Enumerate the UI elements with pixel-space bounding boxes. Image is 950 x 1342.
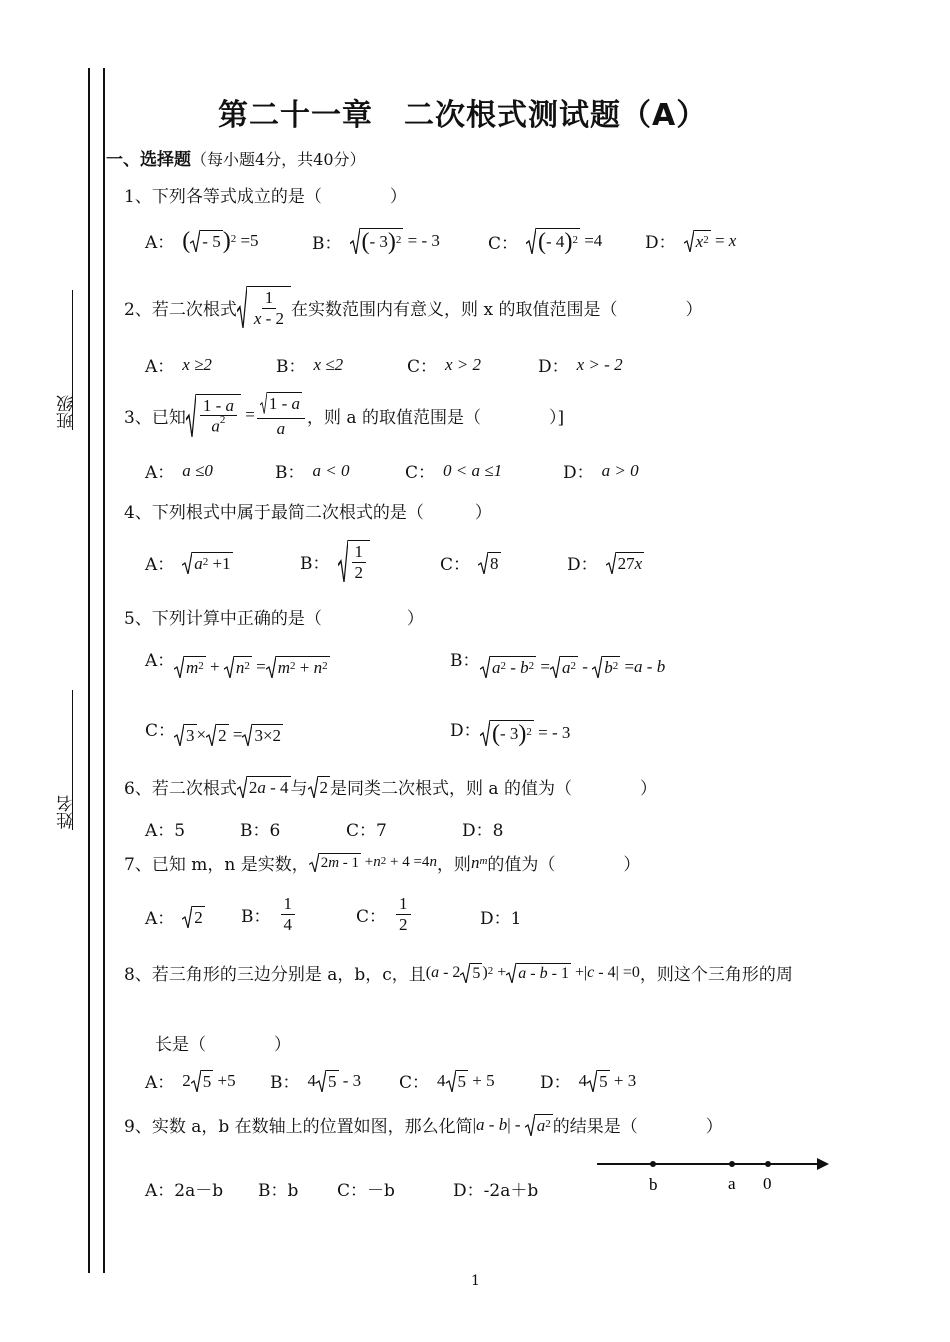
label-b: b bbox=[649, 1175, 658, 1194]
q5-stem: 5、下列计算中正确的是（ ） bbox=[124, 609, 424, 629]
q8-option-d: D： 4 5 + 3 bbox=[540, 1070, 637, 1093]
q2-option-c: C： x > 2 bbox=[407, 354, 482, 377]
page-number: 1 bbox=[471, 1273, 480, 1289]
q7-option-a: A： 2 bbox=[145, 907, 203, 929]
q1-d-math: x 2 = x bbox=[684, 230, 737, 252]
q1-option-b: B： ( - 3 ) 2 = - 3 bbox=[312, 229, 440, 255]
q3-stem: 3、已知 $\frac{1 - a}{a^2}$ = 1 - a a ，则 a 的取值范围是（ ）] bbox=[124, 394, 565, 439]
name-label: 姓名 bbox=[57, 795, 77, 829]
q1-b-math: ( - 3 ) 2 = - 3 bbox=[350, 228, 440, 254]
q9-option-c: C：－b bbox=[337, 1181, 395, 1201]
q1-a-math: ( - 5 ) 2 =5 bbox=[182, 227, 259, 254]
label-a: a bbox=[728, 1174, 736, 1193]
section-heading bbox=[106, 145, 366, 170]
q6-option-b: B：6 bbox=[240, 821, 281, 841]
q4-option-c: C： 8 bbox=[440, 553, 499, 575]
class-label: 班级 bbox=[57, 395, 77, 429]
q6-option-c: C：7 bbox=[346, 821, 387, 841]
q5-option-a-label: A： bbox=[145, 651, 175, 671]
q7-option-b: B： $\frac{1}{4}$ bbox=[241, 894, 297, 934]
q6-option-d: D：8 bbox=[462, 821, 504, 841]
q1-option-c: C： ( - 4 ) 2 =4 bbox=[488, 229, 603, 255]
q9-option-b: B：b bbox=[258, 1181, 299, 1201]
q1-option-a: A： ( - 5 ) 2 =5 bbox=[145, 227, 259, 254]
q9-option-a: A：2a－b bbox=[145, 1181, 224, 1201]
q7-option-d: D：1 bbox=[480, 909, 522, 929]
q2-option-a: A： x ≥2 bbox=[145, 354, 212, 377]
q1-c-math: ( - 4 ) 2 =4 bbox=[526, 228, 602, 254]
q5-option-b-label: B： bbox=[450, 651, 480, 671]
q5-option-b: a 2 - b 2 = a 2 - b 2 = a - b bbox=[480, 656, 665, 678]
q7-stem: 7、已知 m，n 是实数， 2 m - 1 + n 2 + 4 =4 n ，则 n m 的值为（ ） bbox=[124, 852, 641, 875]
q5-option-d-label: D： bbox=[450, 721, 481, 741]
q6-stem: 6、若二次根式 2 a - 4 与 2 是同类二次根式，则 a 的值为（ ） bbox=[124, 777, 657, 799]
margin-line-outer bbox=[88, 68, 90, 1273]
q1-stem: 1、下列各等式成立的是（ ） bbox=[124, 187, 407, 207]
point-zero bbox=[765, 1161, 771, 1167]
q2-stem-math: $\frac{1}{x - 2}$ bbox=[237, 286, 291, 328]
q9-option-d: D：-2a＋b bbox=[453, 1181, 539, 1201]
q9-stem: 9、实数 a，b 在数轴上的位置如图，那么化简 | a - b | - a 2 的结果是（ ） bbox=[124, 1114, 723, 1137]
name-blank bbox=[72, 690, 73, 830]
q6-option-a: A：5 bbox=[145, 821, 186, 841]
q5-option-a: m 2 + n 2 = m 2 + n 2 bbox=[174, 656, 330, 678]
q3-option-d: D： a > 0 bbox=[563, 460, 639, 483]
q8-option-b: B： 4 5 - 3 bbox=[270, 1070, 362, 1093]
q7-option-c: C： $\frac{1}{2}$ bbox=[356, 894, 413, 934]
number-line bbox=[595, 1150, 835, 1200]
q8-stem: 8、若三角形的三边分别是 a，b，c，且 ( a - 2 5 ) 2 + a - b - 1 +| c - 4| =0 ，则这个三角形的周 bbox=[124, 963, 793, 985]
q8-stem-line2: 长是（ ） bbox=[155, 1035, 291, 1055]
margin-line-inner bbox=[103, 68, 105, 1273]
q5-option-c-label: C： bbox=[145, 721, 176, 741]
q3-stem-math: $\frac{1 - a}{a^2}$ = 1 - a a bbox=[186, 392, 307, 439]
section-label: 一、选择题 bbox=[106, 150, 191, 170]
q2-stem: 2、若二次根式 $\frac{1}{x - 2}$ 在实数范围内有意义，则 x 的取值范围是（ ） bbox=[124, 288, 703, 328]
q3-option-b: B： a < 0 bbox=[275, 460, 350, 483]
q5-option-d: ( - 3 ) 2 = - 3 bbox=[480, 720, 570, 746]
point-a bbox=[729, 1161, 735, 1167]
q2-option-b: B： x ≤2 bbox=[276, 354, 344, 377]
q1-option-d: D： x 2 = x bbox=[645, 230, 737, 253]
section-note: （每小题4分，共40分） bbox=[191, 150, 366, 169]
number-line-arrow bbox=[817, 1158, 829, 1170]
q5-option-c: 3 × 2 = 3×2 bbox=[174, 724, 283, 746]
q4-option-a: A： a 2 +1 bbox=[145, 553, 231, 575]
q3-option-c: C： 0 < a ≤1 bbox=[405, 460, 503, 483]
q4-option-b: B： $\frac{1}{2}$ bbox=[300, 540, 370, 582]
label-zero: 0 bbox=[763, 1174, 772, 1193]
q3-option-a: A： a ≤0 bbox=[145, 460, 213, 483]
q8-option-a: A： 2 5 +5 bbox=[145, 1070, 236, 1093]
q8-option-c: C： 4 5 + 5 bbox=[399, 1070, 495, 1093]
q2-option-d: D： x > - 2 bbox=[538, 354, 623, 377]
page-title: 第二十一章 二次根式测试题（A） bbox=[218, 98, 708, 133]
class-blank bbox=[72, 290, 73, 430]
point-b bbox=[650, 1161, 656, 1167]
q4-option-d: D： 27 x bbox=[567, 553, 643, 575]
q4-stem: 4、下列根式中属于最简二次根式的是（ ） bbox=[124, 503, 492, 523]
